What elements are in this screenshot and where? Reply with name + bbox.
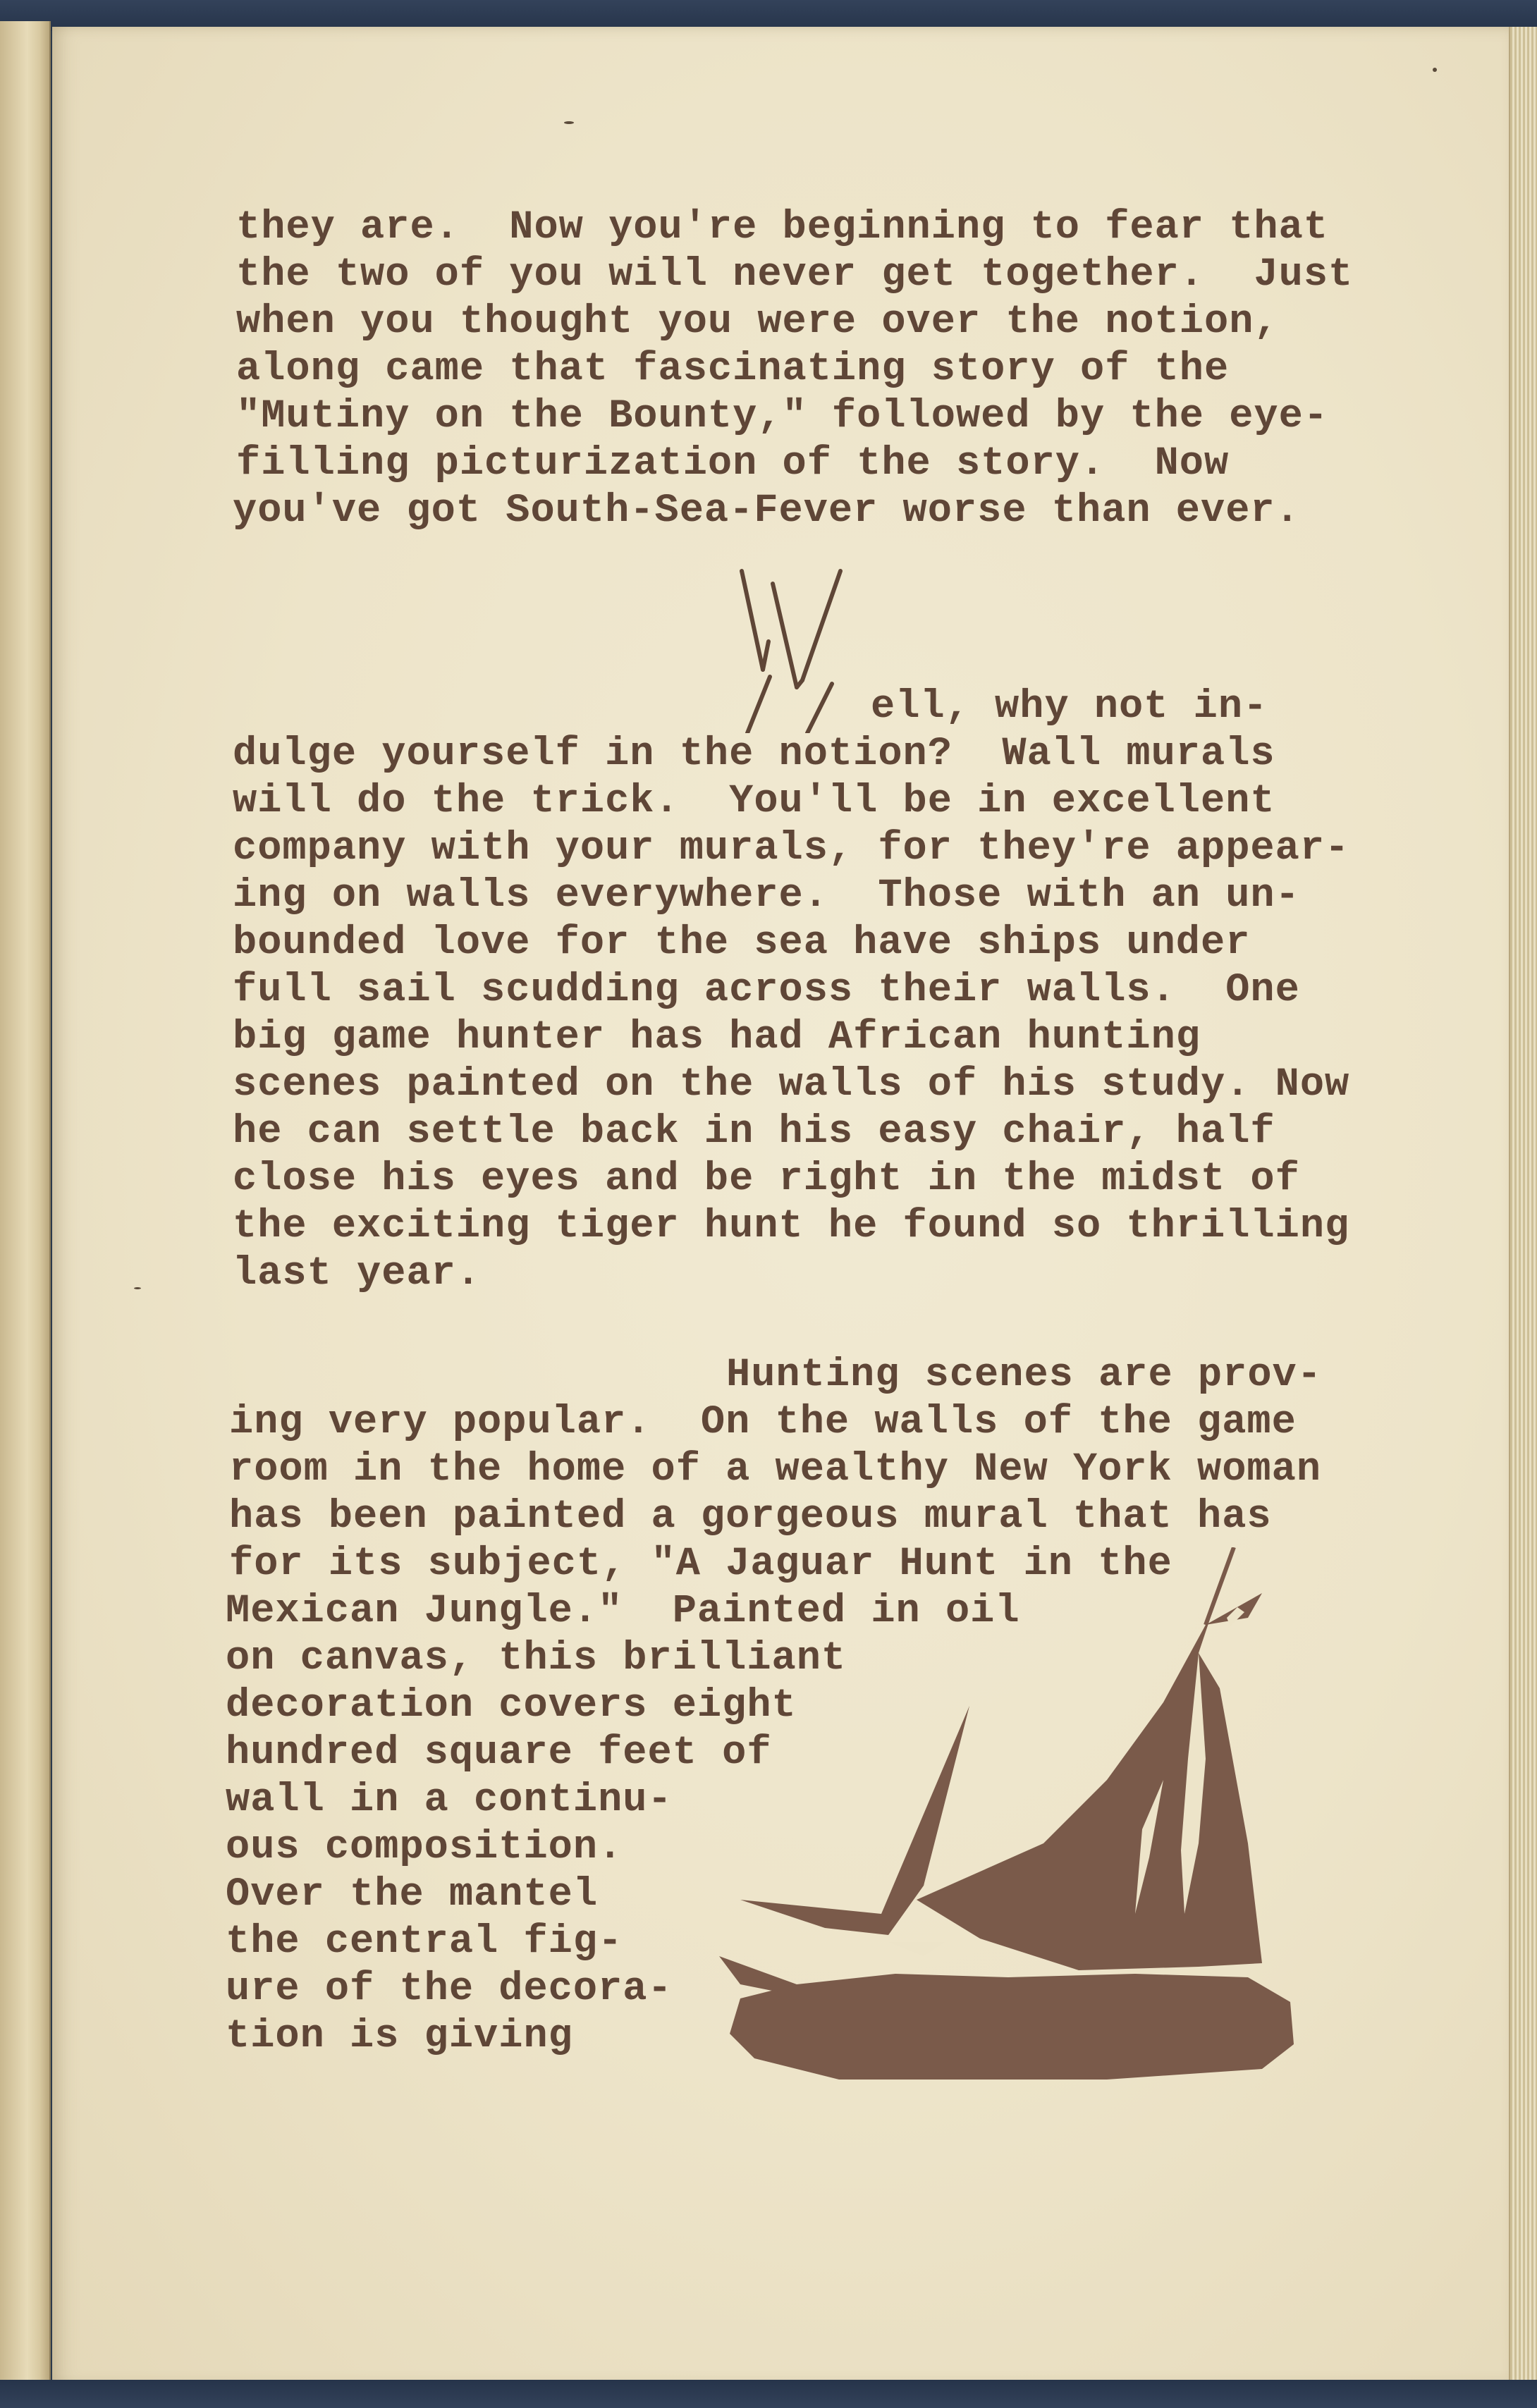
book-cover-bottom (0, 2380, 1537, 2408)
text-line: company with your murals, for they're appear- (233, 826, 1350, 871)
text-line: the exciting tiger hunt he found so thrilling (233, 1204, 1350, 1249)
dropcap-w (726, 564, 895, 733)
text-line: last year. (233, 1251, 482, 1296)
text-line: will do the trick. You'll be in excellent (233, 779, 1275, 824)
text-line: big game hunter has had African hunting (233, 1015, 1201, 1060)
text-line: ous composition. (226, 1825, 623, 1870)
text-line: has been painted a gorgeous mural that has (229, 1494, 1272, 1540)
page-stack-edge (1509, 27, 1537, 2385)
text-line: bounded love for the sea have ships under (233, 921, 1251, 966)
text-line: "Mutiny on the Bounty," followed by the eye- (236, 394, 1329, 439)
text-line: Hunting scenes are prov- (726, 1353, 1322, 1398)
ink-speck (564, 121, 574, 124)
text-line: along came that fascinating story of the (236, 347, 1230, 392)
text-line: for its subject, "A Jaguar Hunt in the (229, 1542, 1172, 1587)
text-line: he can settle back in his easy chair, half (233, 1110, 1275, 1155)
text-line: ing on walls everywhere. Those with an un- (233, 873, 1300, 919)
text-line: tion is giving (226, 2014, 573, 2059)
facing-page-edge (0, 21, 51, 2383)
text-line: Over the mantel (226, 1872, 599, 1917)
text-line: they are. Now you're beginning to fear that (236, 205, 1329, 250)
text-line: the two of you will never get together. Just (236, 252, 1354, 297)
text-line: ell, why not in- (871, 684, 1268, 730)
text-line: Mexican Jungle." Painted in oil (226, 1589, 1020, 1634)
ink-speck (134, 1287, 141, 1289)
text-line: decoration covers eight (226, 1683, 797, 1728)
text-line: hundred square feet of (226, 1731, 772, 1776)
text-line: ing very popular. On the walls of the game (229, 1400, 1297, 1445)
text-line: wall in a continu- (226, 1778, 673, 1823)
text-line: dulge yourself in the notion? Wall murals (233, 732, 1275, 777)
text-line: scenes painted on the walls of his study. Now (233, 1062, 1350, 1107)
text-line: you've got South-Sea-Fever worse than ever. (233, 489, 1300, 534)
text-line: filling picturization of the story. Now (236, 441, 1230, 486)
text-line: ure of the decora- (226, 1967, 673, 2012)
text-line: when you thought you were over the notion, (236, 300, 1279, 345)
sailboat-illustration (712, 1547, 1297, 2080)
ink-speck (1433, 68, 1437, 72)
text-line: full sail scudding across their walls. One (233, 968, 1300, 1013)
text-line: close his eyes and be right in the midst of (233, 1157, 1300, 1202)
text-line: on canvas, this brilliant (226, 1636, 847, 1681)
text-line: the central fig- (226, 1919, 623, 1965)
text-line: room in the home of a wealthy New York woman (229, 1447, 1322, 1492)
